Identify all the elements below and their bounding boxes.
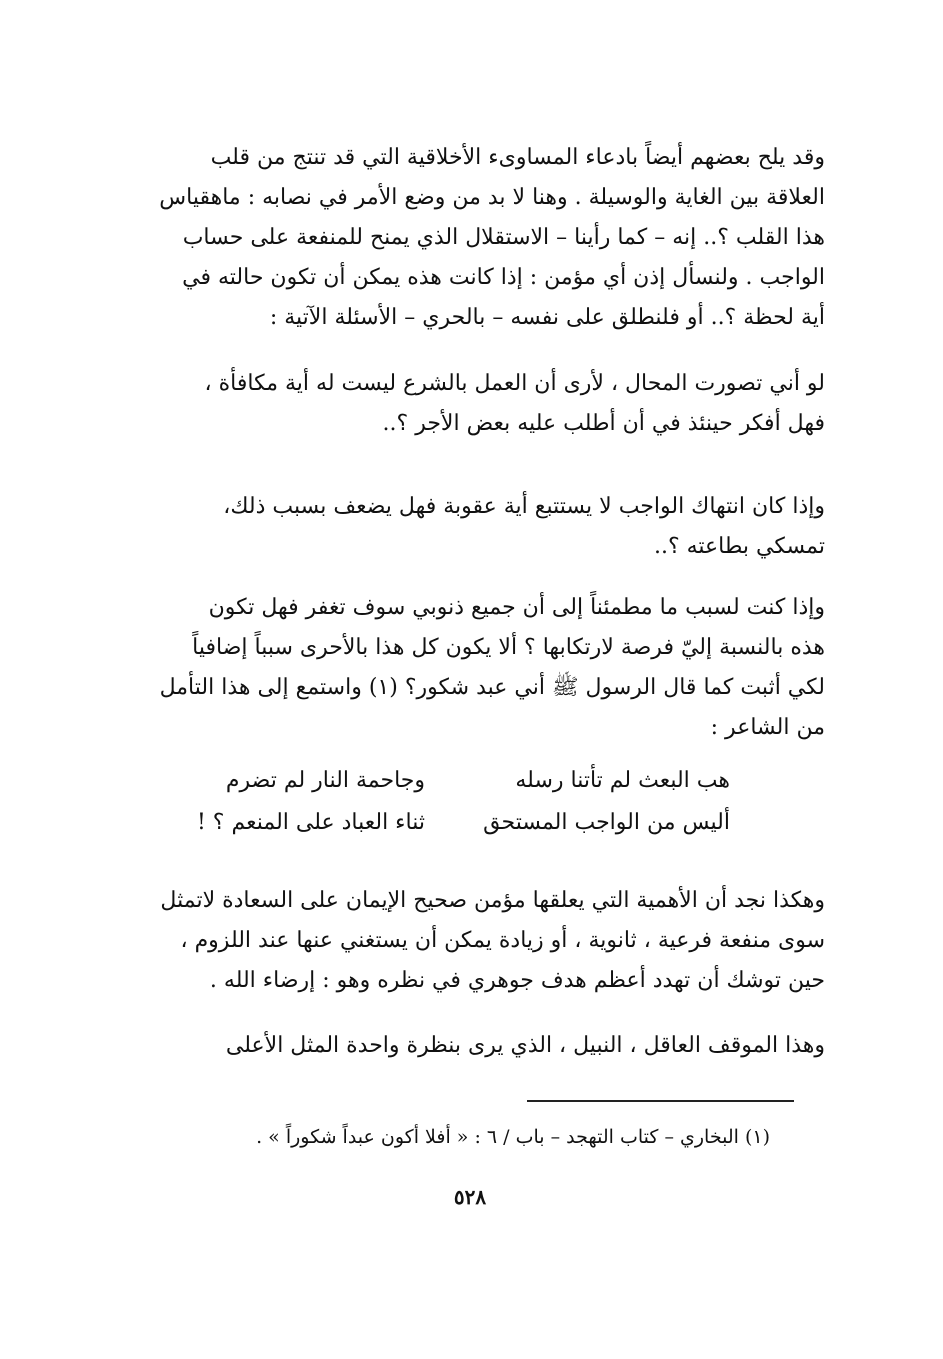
paragraph-4 [120, 588, 825, 748]
paragraph-line: وإذا كان انتهاك الواجب لا يستتبع أية عقوبة فهل يضعف بسبب ذلك، [223, 494, 825, 519]
paragraph-1 [120, 138, 825, 338]
paragraph-line: سوى منفعة فرعية ، ثانوية ، أو زيادة يمكن أن يستغني عنها عند اللزوم ، [180, 928, 825, 953]
paragraph-line: هذه بالنسبة إليّ فرصة لارتكابها ؟ ألا يكون كل هذا بالأحرى سبباً إضافياً [192, 635, 825, 660]
paragraph-line: وهكذا نجد أن الأهمية التي يعلقها مؤمن صحيح الإيمان على السعادة لاتمثل [160, 888, 825, 913]
paragraph-line: هذا القلب ؟.. إنه – كما رأينا – الاستقلال الذي يمنح للمنفعة على حساب [182, 225, 825, 250]
page-number: ٥٢٨ [453, 1185, 487, 1209]
paragraph-5 [120, 881, 825, 1001]
paragraph-6 [120, 1026, 825, 1066]
paragraph-2 [120, 364, 825, 444]
footnote: (١) البخاري – كتاب التهجد – باب / ٦ : « أفلا أكون عبداً شكوراً » . [256, 1126, 770, 1148]
paragraph-line: حين توشك أن تهدد أعظم هدف جوهري في نظره وهو : إرضاء الله . [209, 968, 825, 993]
paragraph-line: وقد يلح بعضهم أيضاً بادعاء المساوىء الأخلاقية التي قد تنتج من قلب [210, 145, 825, 170]
paragraph-line: وإذا كنت لسبب ما مطمئناً إلى أن جميع ذنوبي سوف تغفر فهل تكون [208, 595, 825, 620]
poem-verse [150, 802, 730, 844]
poem-verse [150, 760, 730, 802]
paragraph-line: لكي أثبت كما قال الرسول ﷺ أني عبد شكور؟ (١) واستمع إلى هذا التأمل [159, 675, 825, 700]
paragraph-line: لو أني تصورت المحال ، لأرى أن العمل بالشرع ليست له أية مكافأة ، [204, 371, 825, 396]
paragraph-line: الواجب . ولنسأل إذن أي مؤمن : إذا كانت هذه يمكن أن تكون حالته في [182, 265, 825, 290]
paragraph-line: وهذا الموقف العاقل ، النبيل ، الذي يرى بنظرة واحدة المثل الأعلى [225, 1033, 825, 1058]
paragraph-line: أية لحظة ؟.. أو فلنطلق على نفسه – بالحري – الأسئلة الآتية : [269, 305, 825, 330]
paragraph-line: العلاقة بين الغاية والوسيلة . وهنا لا بد من وضع الأمر في نصابه : ماهقياس [159, 185, 825, 210]
paragraph-line: فهل أفكر حينئذ في أن أطلب عليه بعض الأجر ؟.. [382, 411, 825, 436]
paragraph-line: تمسكي بطاعته ؟.. [653, 534, 825, 559]
poem-hemistich-second: ثناء العباد على المنعم ؟ ! [196, 810, 425, 835]
poem-hemistich-second: وجاحمة النار لم تضرم [225, 768, 425, 793]
poem-verses [150, 760, 730, 844]
paragraph-3 [120, 487, 825, 567]
paragraph-line: من الشاعر : [710, 715, 825, 740]
footnote-divider [527, 1100, 794, 1102]
poem-hemistich-first: أليس من الواجب المستحق [483, 810, 730, 835]
poem-hemistich-first: هب البعث لم تأتنا رسله [515, 768, 730, 793]
